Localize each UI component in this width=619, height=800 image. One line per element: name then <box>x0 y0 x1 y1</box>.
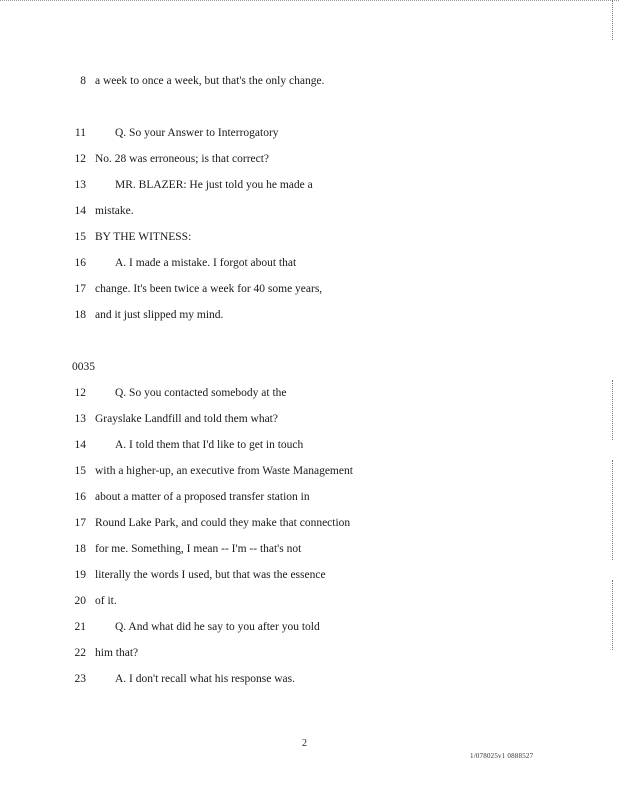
line-text: A. I told them that I'd like to get in touch <box>115 439 304 451</box>
line-text: MR. BLAZER: He just told you he made a <box>115 179 313 191</box>
page-section-label: 0035 <box>72 361 95 373</box>
transcript-line <box>0 437 619 453</box>
transcript-line <box>0 385 619 401</box>
line-text: change. It's been twice a week for 40 some years, <box>95 283 323 295</box>
line-text: literally the words I used, but that was the essence <box>95 569 326 581</box>
line-text: a week to once a week, but that's the only change. <box>95 75 325 87</box>
line-number-text: 19 <box>74 569 86 581</box>
transcript-line <box>0 73 619 89</box>
line-text: Q. So you contacted somebody at the <box>115 387 287 399</box>
scan-top-edge <box>0 0 619 5</box>
transcript-line <box>0 489 619 505</box>
transcript-line <box>0 567 619 583</box>
page-number: 2 <box>302 738 307 749</box>
transcript-line <box>0 593 619 609</box>
line-text: Q. And what did he say to you after you told <box>115 621 320 633</box>
line-number-text: 15 <box>74 465 86 477</box>
line-text: with a higher-up, an executive from Waste Management <box>95 465 353 477</box>
line-number-text: 22 <box>74 647 86 659</box>
line-number-text: 14 <box>74 205 86 217</box>
line-text: for me. Something, I mean -- I'm -- that's not <box>95 543 302 555</box>
transcript-line <box>0 125 619 141</box>
transcript-line <box>0 281 619 297</box>
line-text: him that? <box>95 647 139 659</box>
line-number-text: 17 <box>74 517 86 529</box>
document-id: 1/078025v1 0888527 <box>470 752 534 760</box>
line-number-text: 12 <box>74 153 86 165</box>
line-text: Q. So your Answer to Interrogatory <box>115 127 279 139</box>
line-number-text: 13 <box>74 179 86 191</box>
line-number-text: 18 <box>74 309 86 321</box>
line-number-text: 13 <box>74 413 86 425</box>
line-text: BY THE WITNESS: <box>95 231 192 243</box>
line-text: of it. <box>95 595 117 607</box>
line-number-text: 23 <box>74 673 86 685</box>
scan-edge-marks <box>612 0 613 40</box>
line-number-text: 15 <box>74 231 86 243</box>
line-text: A. I don't recall what his response was. <box>115 673 295 685</box>
transcript-line <box>0 515 619 531</box>
line-text: mistake. <box>95 205 134 217</box>
line-number-text: 21 <box>74 621 86 633</box>
line-text: Grayslake Landfill and told them what? <box>95 413 278 425</box>
line-number-text: 11 <box>74 127 86 139</box>
transcript-line <box>0 151 619 167</box>
transcript-line <box>0 255 619 271</box>
line-number-text: 17 <box>74 283 86 295</box>
line-number-text: 20 <box>74 595 86 607</box>
transcript-line <box>0 541 619 557</box>
transcript-line <box>0 203 619 219</box>
line-text: Round Lake Park, and could they make that connection <box>95 517 351 529</box>
line-number-text: 16 <box>74 257 86 269</box>
transcript-line <box>0 645 619 661</box>
line-number-text: 14 <box>74 439 86 451</box>
scan-edge-marks <box>612 580 613 650</box>
line-number-text: 16 <box>74 491 86 503</box>
transcript-line <box>0 411 619 427</box>
transcript-line <box>0 463 619 479</box>
transcript-line <box>0 619 619 635</box>
line-number-text: 8 <box>80 75 86 87</box>
line-number-text: 18 <box>74 543 86 555</box>
transcript-line <box>0 229 619 245</box>
transcript-line <box>0 671 619 687</box>
transcript-line <box>0 307 619 323</box>
line-number-text: 12 <box>74 387 86 399</box>
line-text: and it just slipped my mind. <box>95 309 224 321</box>
line-text: No. 28 was erroneous; is that correct? <box>95 153 270 165</box>
line-text: A. I made a mistake. I forgot about that <box>115 257 297 269</box>
transcript-line <box>0 177 619 193</box>
line-text: about a matter of a proposed transfer station in <box>95 491 310 503</box>
